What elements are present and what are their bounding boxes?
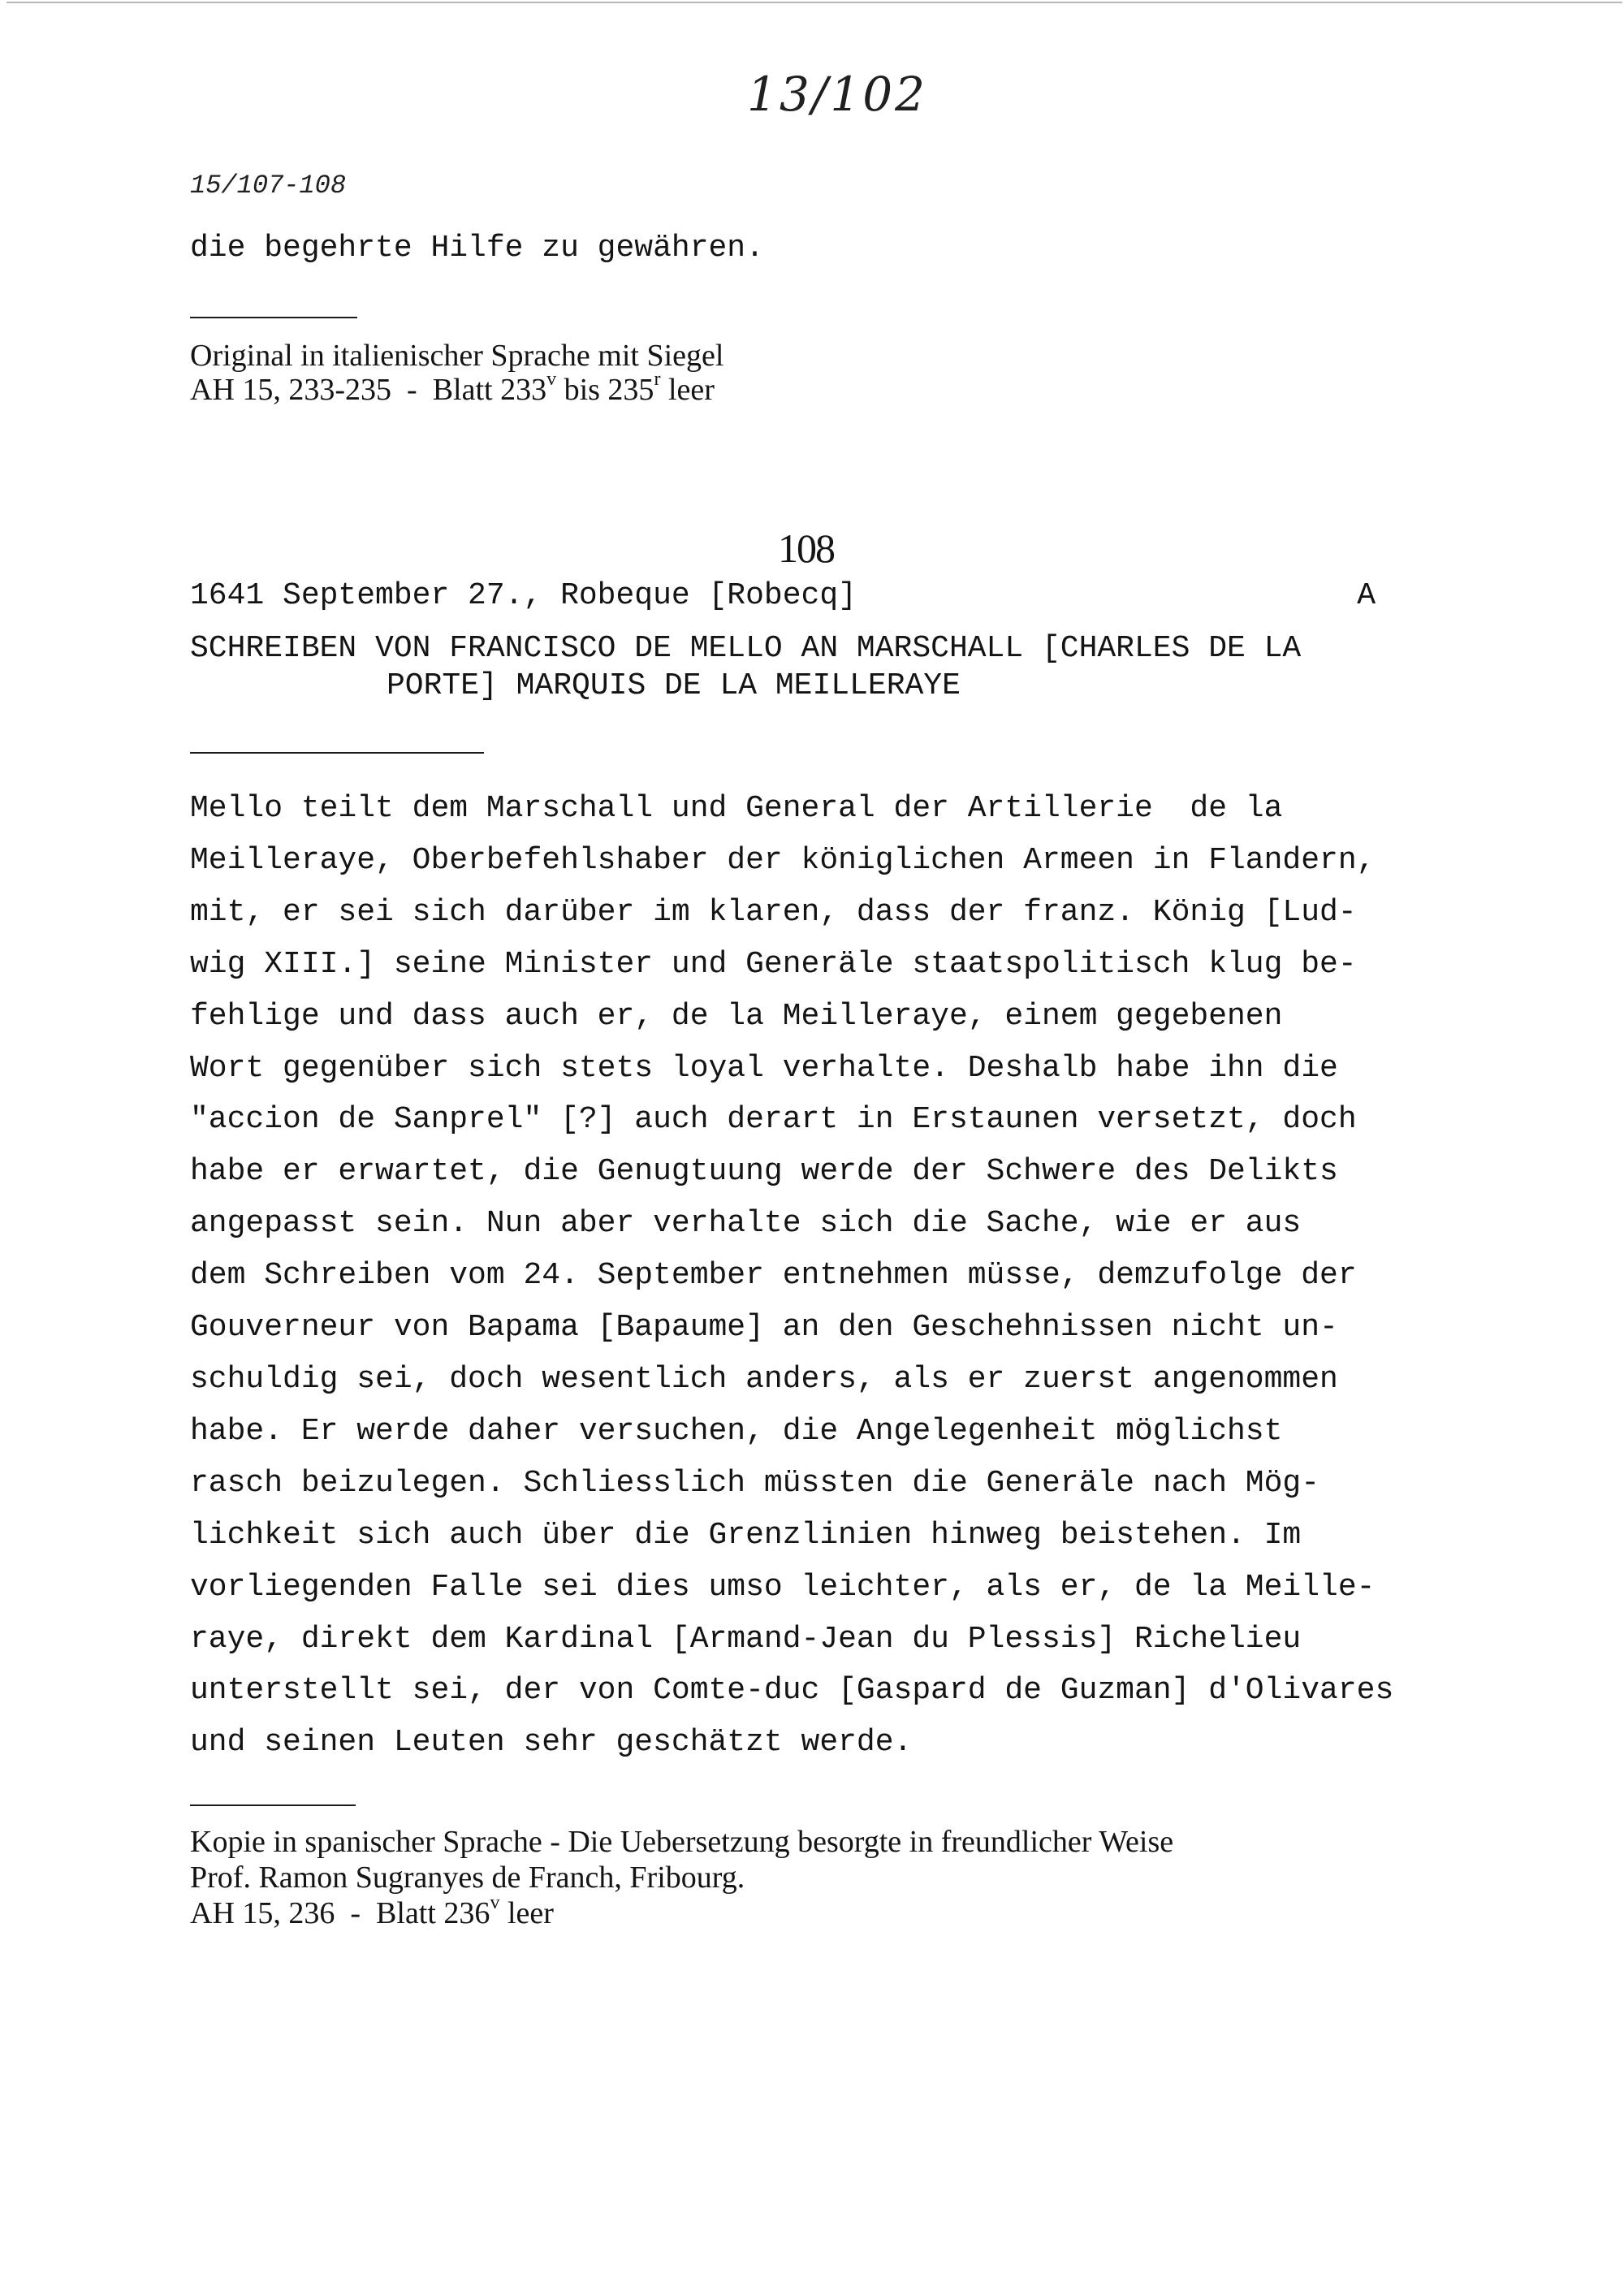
body-line: "accion de Sanprel" [?] auch derart in Erstaunen versetzt, doch	[190, 1102, 1357, 1138]
body-line: habe. Er werde daher versuchen, die Angelegenheit möglichst	[190, 1413, 1283, 1449]
date-place: 1641 September 27., Robeque [Robecq]	[190, 578, 857, 613]
body-line: mit, er sei sich darüber im klaren, dass der franz. König [Lud-	[190, 894, 1357, 930]
body-line: wig XIII.] seine Minister und Generäle staatspolitisch klug be-	[190, 946, 1357, 982]
document-number: 108	[778, 525, 834, 571]
document-marker: A	[1357, 578, 1376, 613]
body-text	[190, 783, 1393, 1769]
body-line: Gouverneur von Bapama [Bapaume] an den Geschehnissen nicht un-	[190, 1310, 1338, 1346]
body-line: dem Schreiben vom 24. September entnehmen müsse, demzufolge der	[190, 1258, 1357, 1294]
prev-note-line-2: AH 15, 233-235 - Blatt 233$^v$ bis 235$^r$ leer	[190, 369, 715, 407]
footnote-rule	[190, 1804, 356, 1806]
body-line: raye, direkt dem Kardinal [Armand-Jean du Plessis] Richelieu	[190, 1621, 1302, 1657]
body-line: habe er erwartet, die Genugtuung werde der Schwere des Delikts	[190, 1154, 1338, 1190]
continuation-line: die begehrte Hilfe zu gewähren.	[190, 231, 764, 266]
separator-rule	[190, 317, 357, 318]
body-line: und seinen Leuten sehr geschätzt werde.	[190, 1725, 913, 1761]
title-line-2: PORTE] MARQUIS DE LA MEILLERAYE	[387, 668, 961, 703]
scan-edge-line	[6, 2, 1622, 3]
body-line: angepasst sein. Nun aber verhalte sich die Sache, wie er aus	[190, 1206, 1302, 1242]
body-line: Mello teilt dem Marschall und General der Artillerie de la	[190, 791, 1283, 826]
page-reference: 15/107-108	[190, 171, 347, 201]
footnote-line-3: AH 15, 236 - Blatt 236$^v$ leer	[190, 1892, 554, 1930]
body-line: vorliegenden Falle sei dies umso leichter, als er, de la Meille-	[190, 1569, 1376, 1605]
footnote-line-1: Kopie in spanischer Sprache - Die Uebersetzung besorgte in freundlicher Weise	[190, 1825, 1174, 1859]
footnote-line-2: Prof. Ramon Sugranyes de Franch, Fribourg.	[190, 1861, 745, 1895]
body-line: fehlige und dass auch er, de la Meilleraye, einem gegebenen	[190, 998, 1283, 1034]
body-line: Meilleraye, Oberbefehlshaber der königlichen Armeen in Flandern,	[190, 842, 1376, 878]
title-line-1: SCHREIBEN VON FRANCISCO DE MELLO AN MARSCHALL [CHARLES DE LA	[190, 631, 1302, 666]
body-line: schuldig sei, doch wesentlich anders, als er zuerst angenommen	[190, 1361, 1338, 1397]
title-rule	[190, 752, 484, 754]
body-line: lichkeit sich auch über die Grenzlinien hinweg beistehen. Im	[190, 1517, 1302, 1553]
prev-note-line-1: Original in italienischer Sprache mit Siegel	[190, 339, 724, 373]
document-dateline	[190, 578, 1376, 613]
document-title	[190, 630, 1376, 705]
body-line: Wort gegenüber sich stets loyal verhalte. Deshalb habe ihn die	[190, 1050, 1338, 1086]
handwritten-folio-number: 13/102	[747, 67, 928, 122]
body-line: rasch beizulegen. Schliesslich müssten die Generäle nach Mög-	[190, 1465, 1320, 1501]
body-line: unterstellt sei, der von Comte-duc [Gaspard de Guzman] d'Olivares	[190, 1673, 1394, 1709]
